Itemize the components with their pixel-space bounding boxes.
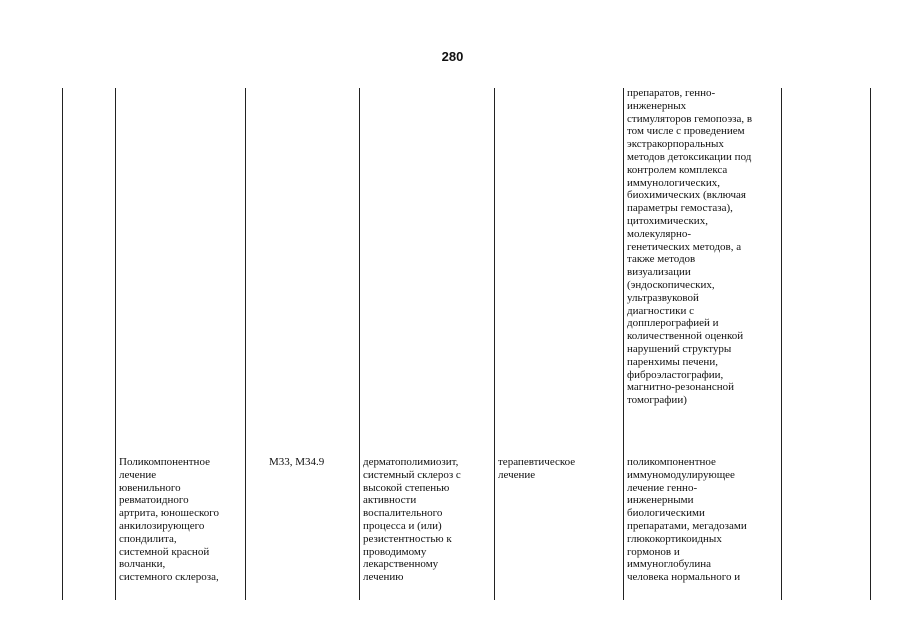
table-border-col2 bbox=[245, 88, 246, 600]
methods-continuation-cell: препаратов, генно- инженерных стимуляторов гемопоэза, в том числе с проведением экстракорпоральных методов детоксикации под контролем комплекса иммунологических, биохимических (включая параметры гемостаза), цитохимических, молекулярно- генетических методов, а также методов визуализации (эндоскопических, ультразвуковой диагностики с допплерографией и количественной оценкой нарушений структуры паренхимы печени, фиброэластографии, магнитно-резонансной томографии) bbox=[627, 87, 753, 407]
page-number: 280 bbox=[441, 49, 464, 64]
table-border-col4 bbox=[494, 88, 495, 600]
icd-codes-cell: M33, M34.9 bbox=[269, 456, 325, 468]
table-border-col5 bbox=[623, 88, 624, 600]
patient-model-cell: дерматополимиозит, системный склероз с высокой степенью активности воспалительного процесса и (или) резистентностью к проводимому лекарственному лечению bbox=[363, 456, 461, 584]
treatment-name-cell: Поликомпонентное лечение ювенильного ревматоидного артрита, юношеского анкилозирующего спондилита, системной красной волчанки, системного склероза, bbox=[119, 456, 220, 584]
table-border-left bbox=[62, 88, 63, 600]
table-border-col1 bbox=[115, 88, 116, 600]
treatment-method-cell: поликомпонентное иммуномодулирующее лечение генно- инженерными биологическими препаратами, мегадозами глюкокортикоидных гормонов и иммуноглобулина человека нормального и bbox=[627, 456, 747, 584]
table-border-right bbox=[870, 88, 871, 600]
table-border-col3 bbox=[359, 88, 360, 600]
treatment-type-cell: терапевтическое лечение bbox=[498, 456, 576, 481]
